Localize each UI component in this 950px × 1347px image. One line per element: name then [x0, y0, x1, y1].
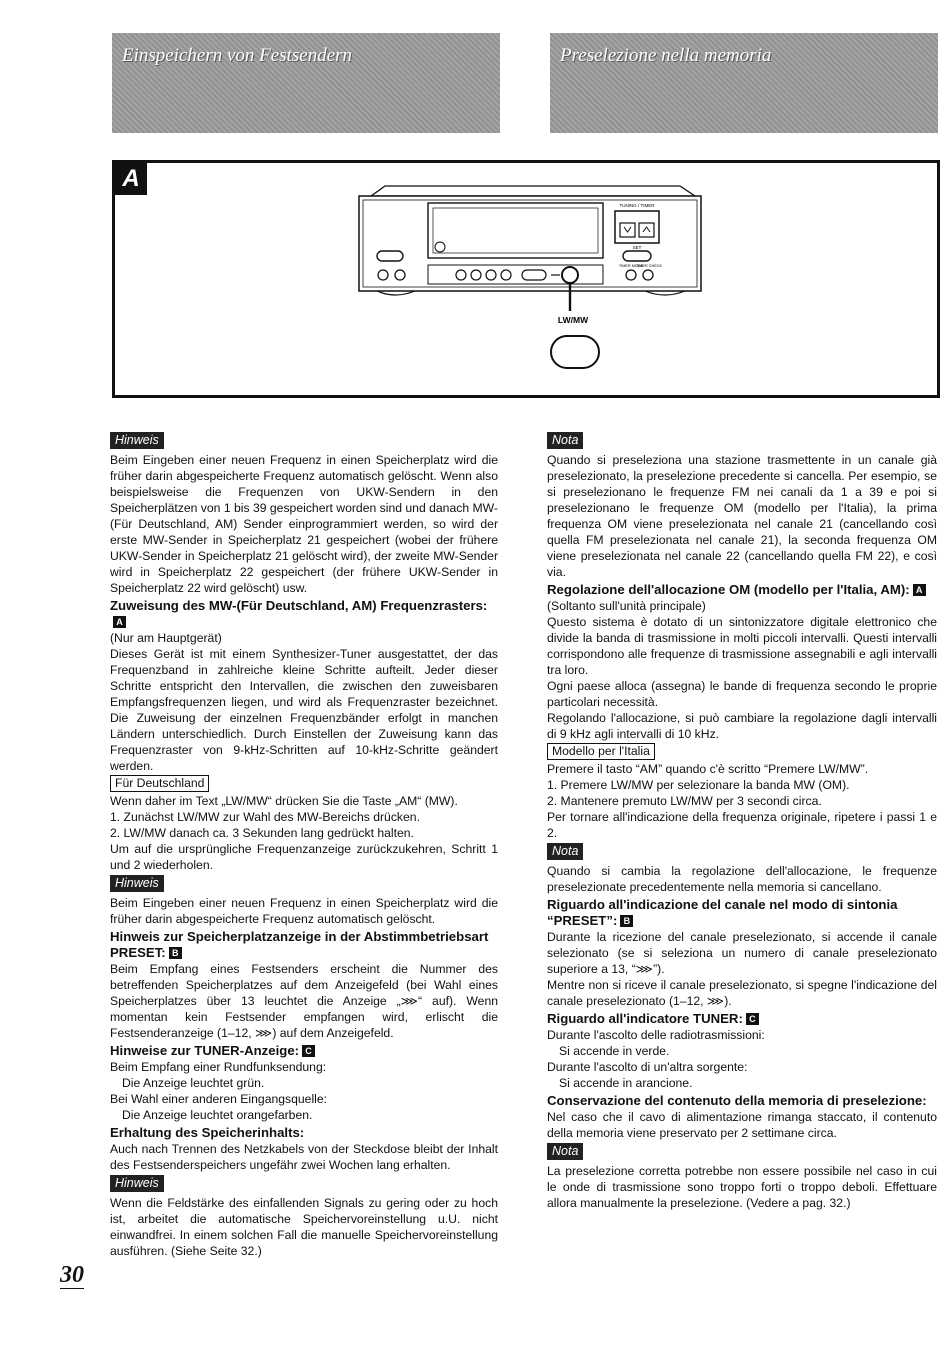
it-paragraph: Regolando l'allocazione, si può cambiare la regolazione dagli intervalli di 9 kHz agli intervalli di 10 kHz.: [547, 711, 937, 741]
de-paragraph: Auch nach Trennen des Netzkabels von der Steckdose bleibt der Inhalt des Festsenderspeichers ungefähr zwei Wochen lang erhalten.: [110, 1142, 498, 1172]
figure-ref-c-icon: C: [746, 1013, 759, 1025]
it-step-2: 2. Mantenere premuto LW/MW per 3 secondi circa.: [547, 794, 822, 808]
it-paragraph: Durante la ricezione del canale preselezionato, si accende il canale selezionato (se si seleziona un numero di canale preselezionato superiore a 13, “⋙”).: [547, 930, 937, 976]
figure-ref-b-icon: B: [620, 915, 633, 927]
it-paragraph: Quando si cambia la regolazione dell'allocazione, le frequenze preselezionate precedentemente nella memoria si cancellano.: [547, 864, 937, 894]
de-paragraph: Um auf die ursprüngliche Frequenzanzeige zurückzukehren, Schritt 1 und 2 wiederholen.: [110, 842, 498, 872]
it-paragraph: Si accende in arancione.: [559, 1076, 693, 1090]
it-paragraph: Nel caso che il cavo di alimentazione rimanga staccato, il contenuto della memoria viene preservato per 2 settimane circa.: [547, 1110, 937, 1140]
figure-ref-a-icon: A: [113, 616, 126, 628]
de-paragraph: (Nur am Hauptgerät): [110, 631, 222, 645]
it-paragraph: Quando si preseleziona una stazione trasmettente in un canale già preselezionato, la preselezione precedente si cancella. Per esempio, se si preselezionano le frequenze FM nei canali da 1 a 39 e poi si preselezionano le frequenze OM (modello per l'Italia), la prima frequenza OM viene preselezionata nel canale 21 (cancellando così quella FM preselezionata nel canale 21), la seconda frequenza OM viene preselezionata nel canale 22 (cancellando quella FM 22), e così via.: [547, 453, 937, 579]
it-paragraph: Si accende in verde.: [559, 1044, 670, 1058]
it-paragraph: Premere il tasto “AM” quando c'è scritto “Premere LW/MW”.: [547, 762, 869, 776]
figure-ref-b-icon: B: [169, 947, 182, 959]
de-paragraph: Die Anzeige leuchtet orangefarben.: [122, 1108, 313, 1122]
timer-mode-label: TIMER MODE: [618, 264, 644, 268]
tuner-device-illustration: [115, 163, 937, 395]
it-heading-preset: Riguardo all'indicazione del canale nel modo di sintonia “PRESET”: B: [547, 897, 898, 928]
it-heading-memory: Conservazione del contenuto della memoria di preselezione:: [547, 1093, 927, 1108]
it-paragraph: Per tornare all'indicazione della frequenza originale, ripetere i passi 1 e 2.: [547, 810, 937, 840]
it-paragraph: Questo sistema è dotato di un sintonizzatore digitale elettronico che divide la banda di trasmissione in molti piccoli intervalli. Questi intervalli corrispondono alle frequenze di trasmissione assegnabili e agli intervalli tra loro.: [547, 615, 937, 677]
nota-tag-1: Nota: [547, 432, 583, 449]
de-paragraph: Wenn die Feldstärke des einfallenden Signals zu gering oder zu hoch ist, arbeitet die automatische Speichervoreinstellung u.U. nicht einwandfrei. In einem solchen Fall die manuelle Speichervoreinstellung ausführen. (Siehe Seite 32.): [110, 1196, 498, 1258]
figure-a: [112, 160, 940, 398]
column-german: [110, 430, 498, 1259]
header-title-it: Preselezione nella memoria: [560, 45, 772, 66]
tuning-timer-label: TUNING / TIMER: [619, 203, 655, 208]
de-paragraph: Wenn daher im Text „LW/MW“ drücken Sie die Taste „AM“ (MW).: [110, 794, 458, 808]
page-number: 30: [60, 1262, 84, 1288]
de-paragraph: Beim Empfang eines Festsenders erscheint die Nummer des betreffenden Speicherplatzes auf dem Anzeigefeld (bei Wahl eines Speicherplatzes über 13 leuchtet die Anzeige „⋙“ auf). Wenn momentan kein Festsender empfangen wird, erlischt die Festsenderanzeige (1–12, ⋙) auf dem Anzeigefeld.: [110, 962, 498, 1040]
it-heading-allocation: Regolazione dell'allocazione OM (modello per l'Italia, AM): A: [547, 582, 937, 598]
de-paragraph: Die Anzeige leuchtet grün.: [122, 1076, 265, 1090]
it-paragraph: Ogni paese alloca (assegna) le bande di frequenza secondo le proprie particolari necessità.: [547, 679, 937, 709]
de-paragraph: Beim Empfang einer Rundfunksendung:: [110, 1060, 327, 1074]
it-boxed-label: Modello per l'Italia: [547, 743, 655, 760]
column-italian: [547, 430, 937, 1211]
figure-label: A: [115, 163, 147, 195]
de-paragraph: Beim Eingeben einer neuen Frequenz in einen Speicherplatz wird die früher darin abgespeicherte Frequenz automatisch gelöscht.: [110, 896, 498, 926]
hinweis-tag-3: Hinweis: [110, 1175, 164, 1192]
set-label: SET: [632, 245, 642, 250]
it-heading-tuner: Riguardo all'indicatore TUNER: C: [547, 1011, 937, 1027]
de-heading-frequency-step: Zuweisung des MW-(Für Deutschland, AM) Frequenzrasters:A: [110, 598, 488, 627]
de-heading-preset: Hinweis zur Speicherplatzanzeige in der Abstimmbetriebsart PRESET: B: [110, 929, 489, 960]
hinweis-tag-2: Hinweis: [110, 875, 164, 892]
nota-tag-2: Nota: [547, 843, 583, 860]
de-step-2: 2. LW/MW danach ca. 3 Sekunden lang gedrückt halten.: [110, 826, 414, 840]
nota-tag-3: Nota: [547, 1143, 583, 1160]
it-step-1: 1. Premere LW/MW per selezionare la banda MW (OM).: [547, 778, 850, 792]
header-banner-de: [112, 33, 500, 133]
de-paragraph: Bei Wahl einer anderen Eingangsquelle:: [110, 1092, 328, 1106]
hinweis-tag-1: Hinweis: [110, 432, 164, 449]
header-title-de: Einspeichern von Festsendern: [122, 45, 353, 66]
de-heading-tuner: Hinweise zur TUNER-Anzeige: C: [110, 1043, 498, 1059]
figure-ref-c-icon: C: [302, 1045, 315, 1057]
it-paragraph: Durante l'ascolto di un'altra sorgente:: [547, 1060, 748, 1074]
header-banner-it: [550, 33, 938, 133]
de-boxed-label: Für Deutschland: [110, 775, 209, 792]
de-paragraph: Dieses Gerät ist mit einem Synthesizer-Tuner ausgestattet, der das Frequenzband in zahlreiche kleine Schritte aufteilt. Jeder dieser Schritte entspricht den Intervallen, die zwischen den zuweisbaren Empfangsfrequenzen liegen, und wird als Frequenzraster bezeichnet. Die Zuweisung der einzelnen Frequenzbänder erfolgt in manchen Ländern unterschiedlich. Durch Einstellen der Zuweisung kann das Frequenzraster von 9-kHz-Schritten auf 10-kHz-Schritte geändert werden.: [110, 647, 498, 773]
de-paragraph: Beim Eingeben einer neuen Frequenz in einen Speicherplatz wird die früher darin abgespeicherte Frequenz automatisch gelöscht. Wenn also beispielsweise die Frequenzen von UKW-Sendern in den Speicherplätzen von 1 bis 39 gespeichert worden sind und danach MW- (Für Deutschland, AM) Sender einprogrammiert werden, so wird der erste MW-Sender in Speicherplatz 21 gespeichert (wobei der frühere UKW-Sender in Speicherplatz 21 gelöscht wird), der zweite MW-Sender wird in Speicherplatz 22 gespeichert (der frühere UKW-Sender in Speicherplatz 22 wird gelöscht) usw.: [110, 453, 498, 595]
figure-ref-a-icon: A: [913, 584, 926, 596]
timer-check-label: TIMER CHECK: [635, 264, 663, 268]
it-paragraph: Durante l'ascolto delle radiotrasmissioni:: [547, 1028, 765, 1042]
lwmw-label: LW/MW: [557, 315, 589, 325]
de-heading-memory: Erhaltung des Speicherinhalts:: [110, 1125, 305, 1140]
it-paragraph: La preselezione corretta potrebbe non essere possibile nel caso in cui le onde di trasmissione sono troppo forti o troppo deboli. Effettuare allora manualmente la preselezione. (Vedere a pag. 32.): [547, 1164, 937, 1210]
it-paragraph: (Soltanto sull'unità principale): [547, 599, 706, 613]
it-paragraph: Mentre non si riceve il canale preselezionato, si spegne l'indicazione del canale preselezionato (1–12, ⋙).: [547, 978, 937, 1008]
de-step-1: 1. Zunächst LW/MW zur Wahl des MW-Bereichs drücken.: [110, 810, 420, 824]
